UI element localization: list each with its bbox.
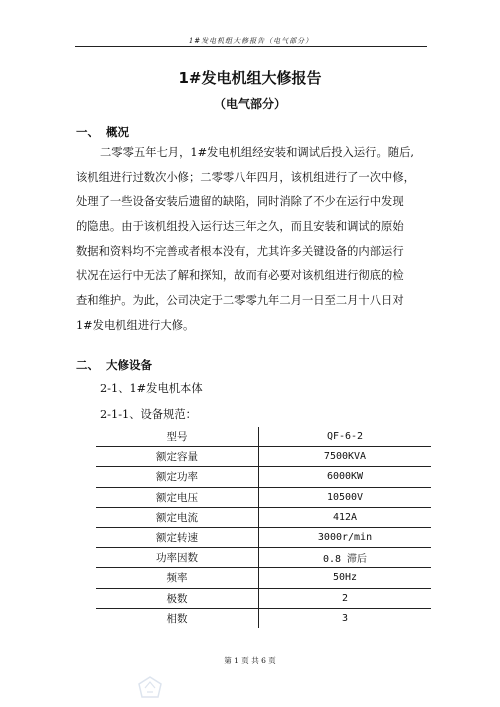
spec-key: 极数 [96,588,259,608]
paragraph-line: 处理了一些设备安装后遗留的缺陷，同时消除了不少在运行中发现 [76,195,404,209]
document-title: 1#发电机组大修报告 [178,69,322,87]
paragraph-line: 该机组进行过数次小修；二零零八年四月，该机组进行了一次中修， [76,170,415,184]
spec-value: 0.8 滞后 [259,548,432,568]
spec-key: 频率 [96,568,259,588]
spec-value: 10500V [259,487,432,507]
paragraph-line: 二零零五年七月，1#发电机组经安装和调试后投入运行。随后, [100,146,414,159]
table-row [96,447,431,467]
section-title: 大修设备 [106,358,152,372]
section-number: 一、 [76,125,99,139]
spec-value: 50Hz [259,568,432,588]
spec-value: 3000r/min [259,527,432,547]
subsection-generator-body: 2-1、1#发电机本体 [100,382,203,395]
spec-key: 相数 [96,608,259,628]
watermark-stamp-icon [137,676,163,698]
spec-table [96,427,431,628]
header-rule [75,46,427,47]
section-heading-equipment [76,357,152,373]
section-heading-overview [76,124,129,140]
spec-value: 3 [341,612,349,624]
paragraph-line: 状况在运行中无法了解和探知，故而有必要对该机组进行彻底的检 [76,269,404,283]
spec-key: 额定功率 [96,467,259,487]
table-row [96,467,431,487]
spec-value: 6000KW [259,467,432,487]
document-subtitle: （电气部分） [213,97,286,111]
table-row [96,507,431,527]
spec-key: 功率因数 [96,548,259,568]
page-footer: 第 1 页 共 6 页 [224,656,276,665]
table-row [96,548,431,568]
spec-key: 额定转速 [96,527,259,547]
table-row [96,427,431,447]
spec-key: 型号 [96,427,259,447]
overview-paragraph [76,141,432,339]
paragraph-line: 的隐患。由于该机组投入运行达三年之久，而且安装和调试的原始 [76,220,404,234]
paragraph-line: 数据和资料均不完善或者根本没有，尤其许多关键设备的内部运行 [76,244,404,258]
spec-value: 2 [259,588,432,608]
table-row [96,608,431,628]
paragraph-line: 查和维护。为此，公司决定于二零零九年二月一日至二月十八日对 [76,294,404,308]
table-row [96,527,431,547]
section-title: 概况 [106,125,129,139]
page-header: 1#发电机组大修报告（电气部分） [188,37,314,45]
spec-value: 7500KVA [259,447,432,467]
spec-key: 额定容量 [96,447,259,467]
table-row [96,568,431,588]
table-row [96,487,431,507]
spec-key: 额定电流 [96,507,259,527]
table-row [96,588,431,608]
spec-value: 412A [259,507,432,527]
section-number: 二、 [76,358,99,372]
spec-value: QF-6-2 [259,427,432,447]
subsection-equipment-spec: 2-1-1、设备规范： [100,408,197,421]
spec-key: 额定电压 [96,487,259,507]
paragraph-line: 1#发电机组进行大修。 [76,318,195,332]
